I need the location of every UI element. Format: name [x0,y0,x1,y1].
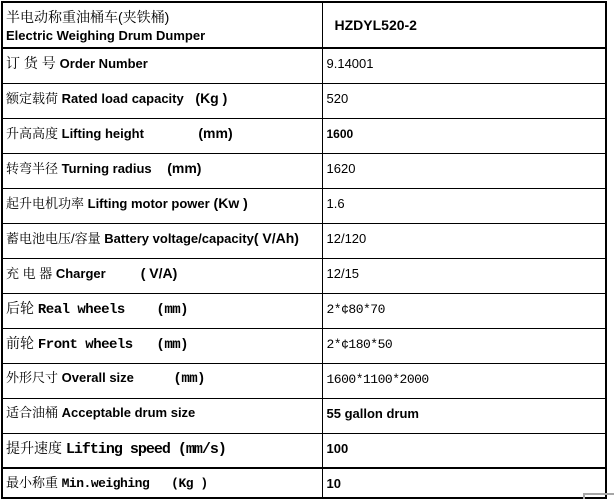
spec-value [322,398,606,433]
spec-label [2,363,322,398]
spec-value-text: 9.14001 [326,56,374,71]
spec-value [322,258,606,293]
spec-value-text: HZDYL520-2 [334,17,417,33]
spec-value-text: 1600 [326,126,354,141]
spec-value-text: 1.6 [326,195,345,211]
spec-value [322,118,606,153]
spec-row [2,433,606,468]
spec-label-text: 起升电机功率 [6,195,88,211]
spec-row [2,468,606,498]
spec-value [322,223,606,258]
spec-label-text: 转弯半径 [6,160,62,176]
spec-row [2,48,606,83]
spec-label-text: 后轮 [6,299,38,316]
spec-value [322,48,606,83]
spec-label-text: 前轮 [6,334,38,351]
spec-row [2,83,606,118]
spec-value [322,433,606,468]
spec-value [322,188,606,223]
spec-label [2,223,322,258]
spec-label-text: 外形尺寸 [6,369,62,385]
spec-value-text: 55 gallon drum [326,405,419,421]
spec-label-line [6,8,320,27]
spec-label [2,328,322,363]
spec-row [2,188,606,223]
table-resize-handle-icon[interactable] [583,493,614,499]
spec-value-text: 100 [326,440,349,456]
spec-label-line [6,439,320,460]
spec-row [2,118,606,153]
spec-value [322,468,606,498]
spec-label [2,118,322,153]
spec-label [2,188,322,223]
spec-label-text: ( V/Ah) [253,229,299,246]
spec-value [322,153,606,188]
spec-row [2,363,606,398]
spec-label-text: Electric Weighing Drum Dumper [6,28,206,43]
spec-label-text: (Kw ) [209,194,248,211]
spec-value-text: 1600*1100*2000 [326,371,429,387]
spec-label-line [6,54,320,73]
spec-label-text: Rated load capacity [61,90,184,106]
spec-label-line [6,369,320,388]
spec-label-text: (mm) [132,336,189,353]
spec-label-line [6,474,320,493]
spec-label-text: (Kg ) [149,476,208,491]
spec-label-line [6,264,320,283]
spec-label-text: Turning radius [61,160,152,176]
spec-label-text: 适合油桶 [6,404,62,420]
spec-label-text: ( V/A) [105,264,178,281]
spec-label-text: (mm) [143,124,233,141]
spec-label-text: Lifting motor power [87,195,210,211]
spec-row [2,398,606,433]
spec-label-text: Real wheels [37,301,125,318]
spec-label-text: Charger [55,265,106,281]
spec-label [2,293,322,328]
spec-label-line [6,334,320,354]
spec-row [2,153,606,188]
spec-label-line [6,299,320,319]
spec-label [2,83,322,118]
spec-label [2,2,322,48]
spec-label [2,48,322,83]
spec-row [2,2,606,48]
spec-label-text: 提升速度 [6,439,66,456]
spec-label-line [6,229,320,248]
spec-value-text: 12/15 [326,265,360,281]
spec-label-text: Acceptable drum size [61,404,196,420]
spec-label-text: (mm) [133,370,206,387]
spec-value-text: 2*¢80*70 [326,301,385,317]
spec-label-text: 升高高度 [6,125,62,141]
spec-value-text: 10 [326,476,341,491]
spec-label-text: 额定载荷 [6,90,62,106]
spec-label-text: Battery voltage/capacity [104,230,254,246]
spec-label-text: (Kg ) [183,89,228,106]
spec-label [2,433,322,468]
spec-label [2,258,322,293]
spec-label-text: Lifting speed (mm/s) [65,440,226,458]
spec-label-text: 半电动称重油桶车(夹铁桶) [6,9,170,25]
spec-label-text: 充 电 器 [6,265,56,281]
spec-label [2,398,322,433]
spec-label [2,153,322,188]
spec-label-line [6,194,320,213]
spec-row [2,328,606,363]
spec-value [322,2,606,48]
spec-label-text: Min.weighing [61,476,150,491]
spec-row [2,223,606,258]
spec-label-text: Overall size [61,369,134,385]
spec-value-text: 2*¢180*50 [326,336,393,352]
spec-label-text: Front wheels [37,336,133,353]
spec-label-line [6,124,320,143]
spec-label-line [6,404,320,422]
spec-label-text: (mm) [124,301,189,318]
spec-value [322,363,606,398]
spec-label-text: Order Number [59,56,148,71]
spec-row [2,258,606,293]
spec-label-text: Lifting height [61,125,144,141]
spec-label-line [6,89,320,108]
spec-value [322,328,606,363]
spec-label-text: (mm) [151,159,202,176]
spec-row [2,293,606,328]
spec-label-text: 订 货 号 [6,55,60,71]
spec-label-text: 最小称重 [6,475,62,490]
spec-value [322,293,606,328]
spec-label-text: 蓄电池电压/容量 [6,230,105,246]
spec-value-text: 520 [326,90,349,106]
spec-label-line [6,159,320,178]
spec-label-line [6,27,320,45]
spec-value-text: 1620 [326,160,356,176]
spec-table [1,1,607,499]
spec-value [322,83,606,118]
spec-value-text: 12/120 [326,230,367,246]
spec-label [2,468,322,498]
